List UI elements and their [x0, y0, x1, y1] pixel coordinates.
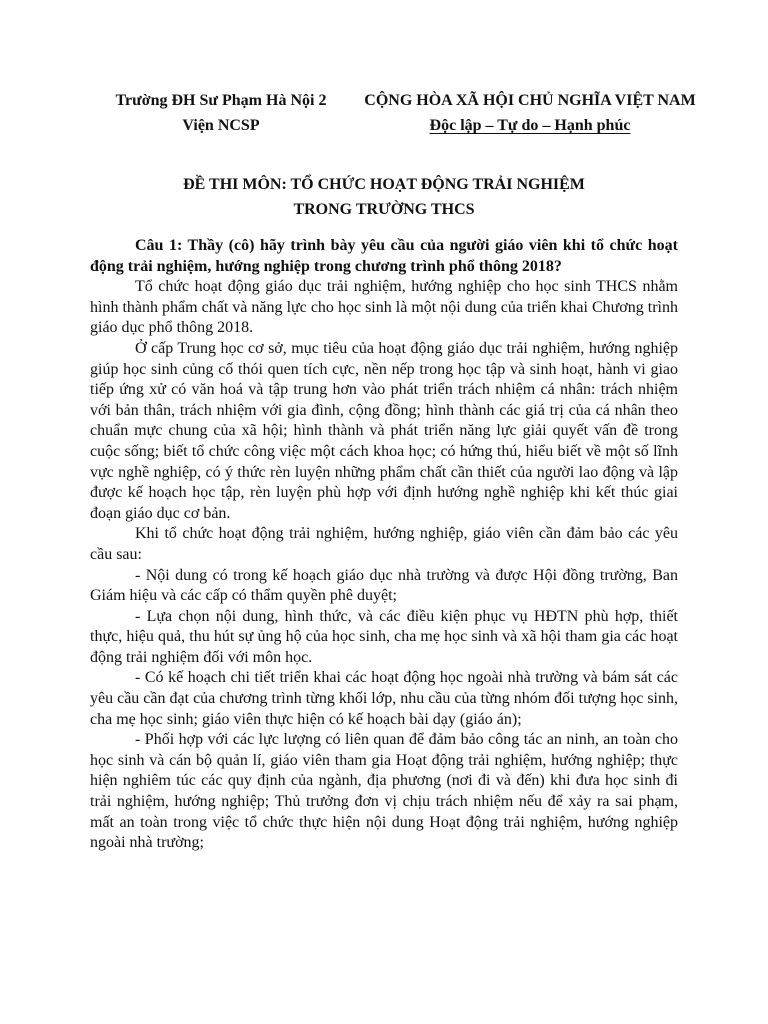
- exam-title: [0, 172, 768, 222]
- requirement-item: - Nội dung có trong kế hoạch giáo dục nhà trường và được Hội đồng trường, Ban Giám hiệu và các cấp có thẩm quyền phê duyệt;: [90, 566, 678, 605]
- requirement-item: - Có kế hoạch chi tiết triển khai các hoạt động học ngoài nhà trường và bám sát các yêu cầu cần đạt của chương trình từng khối lớp, nhu cầu của từng nhóm đối tượng học sinh, cha mẹ học sinh; giáo viên thực hiện có kế hoạch bài dạy (giáo án);: [90, 669, 678, 728]
- question-1: Câu 1: Thầy (cô) hãy trình bày yêu cầu của người giáo viên khi tổ chức hoạt động trải nghiệm, hướng nghiệp trong chương trình phổ thông 2018?: [90, 237, 678, 275]
- paragraph: Tổ chức hoạt động giáo dục trải nghiệm, hướng nghiệp cho học sinh THCS nhằm hình thành phẩm chất và năng lực cho học sinh là một nội dung của triển khai Chương trình giáo dục phổ thông 2018.: [90, 278, 678, 337]
- institute-name: Viện NCSP: [182, 117, 260, 134]
- requirement-item: - Lựa chọn nội dung, hình thức, và các điều kiện phục vụ HĐTN phù hợp, thiết thực, hiệu quả, thu hút sự ủng hộ của học sinh, cha mẹ học sinh và xã hội tham gia các hoạt động trải nghiệm đối với môn học.: [90, 607, 678, 666]
- exam-content: [90, 236, 678, 854]
- country-name: CỘNG HÒA XÃ HỘI CHỦ NGHĨA VIỆT NAM: [364, 92, 696, 109]
- requirement-item: - Phối hợp với các lực lượng có liên quan để đảm bảo công tác an ninh, an toàn cho học sinh và cán bộ quản lí, giáo viên tham gia Hoạt động trải nghiệm, hướng nghiệp; thực hiện nghiêm túc các quy định của ngành, địa phương (nơi đi và đến) khi đưa học sinh đi trải nghiệm, hướng nghiệp; Thủ trưởng đơn vị chịu trách nhiệm nếu để xảy ra sai phạm, mất an toàn trong việc tổ chức thực hiện nội dung Hoạt động trải nghiệm, hướng nghiệp ngoài nhà trường;: [90, 731, 678, 852]
- national-motto: Độc lập – Tự do – Hạnh phúc: [429, 117, 631, 134]
- paragraph: Khi tổ chức hoạt động trải nghiệm, hướng nghiệp, giáo viên cần đảm bảo các yêu cầu sau:: [90, 525, 678, 563]
- national-header-block: [352, 88, 708, 138]
- paragraph: Ở cấp Trung học cơ sở, mục tiêu của hoạt động giáo dục trải nghiệm, hướng nghiệp giúp học sinh củng cố thói quen tích cực, nền nếp trong học tập và sinh hoạt, hành vi giao tiếp ứng xử có văn hoá và tập trung hơn vào phát triển trách nhiệm cá nhân: trách nhiệm với bản thân, trách nhiệm với gia đình, cộng đồng; hình thành các giá trị của cá nhân theo chuẩn mực chung của xã hội; hình thành và phát triển năng lực giải quyết vấn đề trong cuộc sống; biết tổ chức công việc một cách khoa học; có hứng thú, hiểu biết về một số lĩnh vực nghề nghiệp, có ý thức rèn luyện những phẩm chất cần thiết của người lao động và lập được kế hoạch học tập, rèn luyện phù hợp với định hướng nghề nghiệp khi kết thúc giai đoạn giáo dục cơ bản.: [90, 339, 678, 522]
- institution-block: [98, 88, 344, 138]
- document-header: [0, 88, 768, 144]
- university-name: Trường ĐH Sư Phạm Hà Nội 2: [115, 92, 327, 109]
- exam-title-line-2: TRONG TRƯỜNG THCS: [293, 201, 475, 218]
- exam-title-line-1: ĐỀ THI MÔN: TỔ CHỨC HOẠT ĐỘNG TRẢI NGHIỆM: [183, 176, 585, 193]
